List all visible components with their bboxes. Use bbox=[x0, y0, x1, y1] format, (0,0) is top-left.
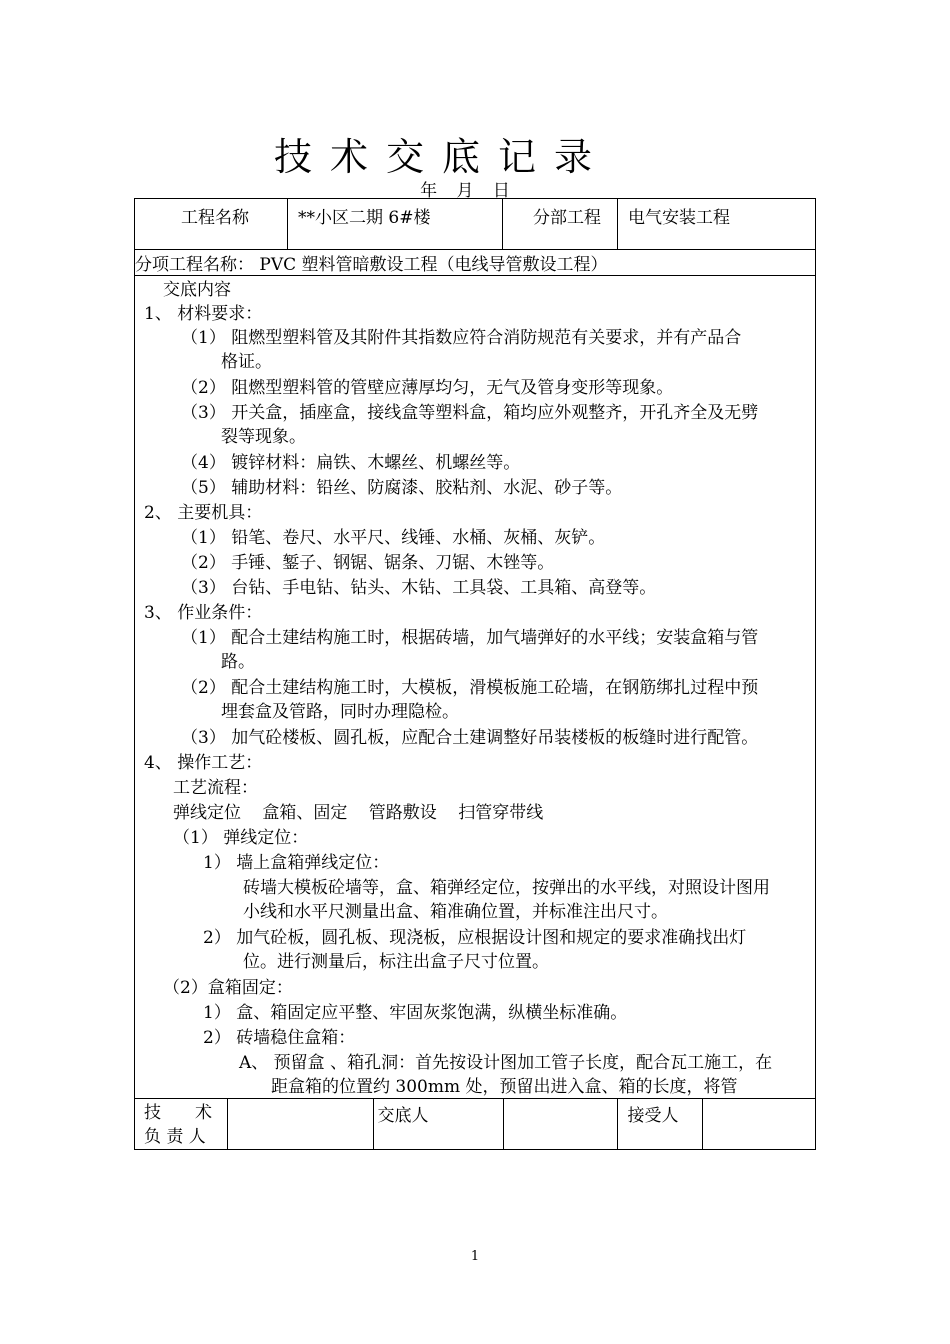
document-title: 技术交底记录 bbox=[273, 135, 610, 179]
project-label: 工程名称 bbox=[135, 199, 288, 250]
content-line: 4、 操作工艺： bbox=[144, 753, 263, 773]
content-line: 工艺流程： bbox=[173, 778, 258, 798]
content-line: （5） 辅助材料：铅丝、防腐漆、胶粘剂、水泥、砂子等。 bbox=[181, 478, 623, 498]
content-line: 路。 bbox=[221, 652, 255, 672]
page-number: 1 bbox=[470, 1249, 480, 1264]
division-value: 电气安装工程 bbox=[618, 199, 816, 250]
content-line: （1） 铅笔、卷尺、水平尺、线锤、水桶、灰桶、灰铲。 bbox=[181, 528, 606, 548]
content-line: 距盒箱的位置约 300mm 处，预留出进入盒、箱的长度，将管 bbox=[271, 1077, 738, 1097]
signature-row bbox=[135, 1099, 816, 1150]
tech-label-line1: 技 术 bbox=[144, 1103, 212, 1123]
content-cell bbox=[135, 276, 816, 1099]
content-line: （1） 配合土建结构施工时，根据砖墙，加气墙弹好的水平线；安装盒箱与管 bbox=[181, 628, 759, 648]
tech-responsible-value bbox=[227, 1099, 373, 1149]
subitem-name: 分项工程名称： PVC 塑料管暗敷设工程（电线导管敷设工程） bbox=[135, 250, 816, 276]
content-line: 小线和水平尺测量出盒、箱准确位置，并标准注出尺寸。 bbox=[243, 902, 668, 922]
content-line: A、 预留盒 、箱孔洞：首先按设计图加工管子长度，配合瓦工施工，在 bbox=[239, 1053, 773, 1073]
content-line: 2） 加气砼板，圆孔板、现浇板，应根据设计图和规定的要求准确找出灯 bbox=[203, 928, 747, 948]
content-line: 1） 墙上盒箱弹线定位： bbox=[203, 853, 390, 873]
tech-label-line2: 负 责 人 bbox=[144, 1127, 206, 1147]
division-label: 分部工程 bbox=[503, 199, 618, 250]
content-line: （3） 台钻、手电钻、钻头、木钻、工具袋、工具箱、高登等。 bbox=[181, 578, 657, 598]
receiver-value bbox=[702, 1099, 816, 1149]
tech-responsible-label bbox=[135, 1099, 227, 1149]
content-line: （2） 配合土建结构施工时，大模板，滑模板施工砼墙，在钢筋绑扎过程中预 bbox=[181, 678, 759, 698]
handover-value bbox=[503, 1099, 617, 1149]
signature-cell bbox=[135, 1099, 816, 1150]
content-line: 裂等现象。 bbox=[221, 427, 306, 447]
content-line: （2） 阻燃型塑料管的管壁应薄厚均匀，无气及管身变形等现象。 bbox=[181, 378, 674, 398]
project-value: **小区二期 6#楼 bbox=[288, 199, 503, 250]
content-row bbox=[135, 276, 816, 1099]
content-line: 交底内容 bbox=[163, 280, 231, 300]
content-line: （3） 开关盒，插座盒，接线盒等塑料盒，箱均应外观整齐，开孔齐全及无劈 bbox=[181, 403, 759, 423]
content-line: （3） 加气砼楼板、圆孔板，应配合土建调整好吊装楼板的板缝时进行配管。 bbox=[181, 728, 759, 748]
content-line: 1、 材料要求： bbox=[144, 304, 263, 324]
subitem-row bbox=[135, 250, 816, 276]
content-line: 位。进行测量后，标注出盒子尺寸位置。 bbox=[243, 952, 549, 972]
content-line: 弹线定位 盒箱、固定 管路敷设 扫管穿带线 bbox=[173, 803, 544, 823]
content-line: （4） 镀锌材料：扁铁、木螺丝、机螺丝等。 bbox=[181, 453, 521, 473]
content-line: 1） 盒、箱固定应平整、牢固灰浆饱满，纵横坐标准确。 bbox=[203, 1003, 628, 1023]
content-line: （1） 阻燃型塑料管及其附件其指数应符合消防规范有关要求，并有产品合 bbox=[181, 328, 742, 348]
content-line: 埋套盒及管路，同时办理隐检。 bbox=[221, 702, 459, 722]
content-line: 3、 作业条件： bbox=[144, 603, 263, 623]
date-line: 年 月 日 bbox=[420, 181, 510, 201]
record-table bbox=[134, 198, 816, 1150]
header-row bbox=[135, 199, 816, 250]
content-line: （2）盒箱固定： bbox=[163, 978, 293, 998]
content-line: 砖墙大模板砼墙等，盒、箱弹经定位，按弹出的水平线，对照设计图用 bbox=[243, 878, 770, 898]
content-line: 2、 主要机具： bbox=[144, 503, 263, 523]
content-line: 2） 砖墙稳住盒箱： bbox=[203, 1028, 356, 1048]
receiver-label: 接受人 bbox=[617, 1099, 702, 1149]
content-line: （2） 手锤、錾子、钢锯、锯条、刀锯、木锉等。 bbox=[181, 553, 555, 573]
content-line: （1） 弹线定位： bbox=[173, 828, 309, 848]
content-line: 格证。 bbox=[221, 352, 272, 372]
handover-label: 交底人 bbox=[373, 1099, 503, 1149]
signature-table bbox=[135, 1099, 816, 1149]
